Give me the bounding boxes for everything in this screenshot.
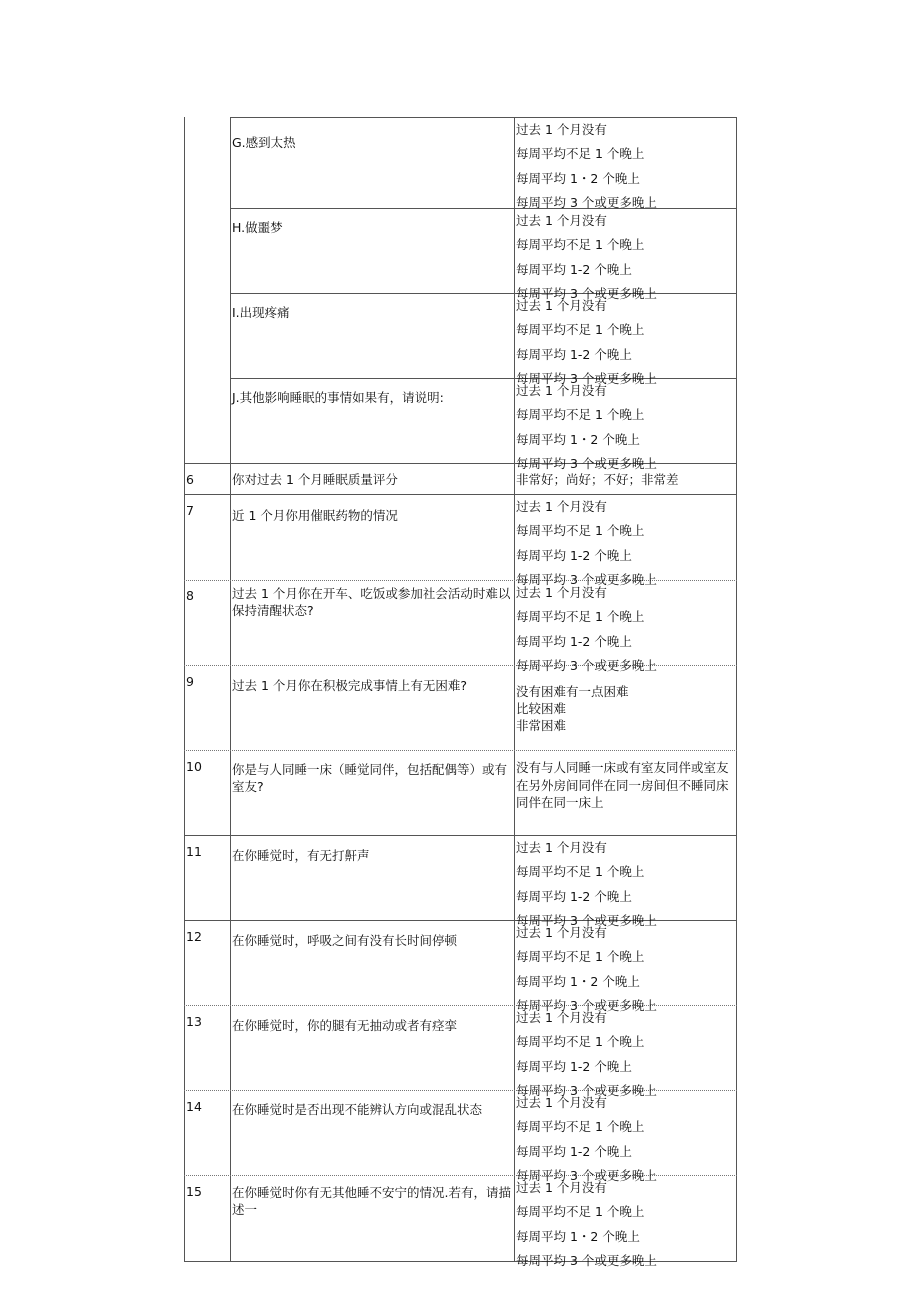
answer-option: 每周平均 3 个或更多晚上 [516,455,657,471]
question-number: 10 [186,759,202,774]
answer-option: 过去 1 个月没有 [516,1010,607,1025]
answer-option: 过去 1 个月没有 [516,925,607,940]
answer-option: 每周平均 3 个或更多晚上 [516,571,657,587]
answer-option: 每周平均 3 个或更多晚上 [516,997,657,1013]
answer-options [516,1006,734,1098]
answer-option: 过去 1 个月没有 [516,1180,607,1195]
answer-option: 每周平均不足 1 个晚上 [516,1204,645,1220]
answer-option: 比较困难 [516,701,567,716]
answer-option: 过去 1 个月没有 [516,585,607,600]
question-number: 15 [186,1184,202,1199]
answer-option: 每周平均 1・2 个晚上 [516,431,640,447]
answer-option: 过去 1 个月没有 [516,1095,607,1110]
answer-options [516,379,734,471]
answer-options [516,294,734,386]
answer-options [516,581,734,673]
question-text: 你对过去 1 个月睡眠质量评分 [232,472,398,487]
question-number: 6 [186,472,194,487]
answer-option: 每周平均不足 1 个晚上 [516,609,645,625]
answer-options [516,1091,734,1183]
question-number: 12 [186,929,202,944]
answer-options [516,495,734,587]
question-text: 过去 1 个月你在积极完成事情上有无困难? [232,678,468,693]
question-number: 9 [186,674,194,689]
sub-item-label: J.其他影响睡眠的事情如果有，请说明: [232,390,444,405]
answer-option: 每周平均 1-2 个晚上 [516,261,632,277]
question-number: 7 [186,503,194,518]
answer-option: 每周平均 1-2 个晚上 [516,1058,632,1074]
question-text: 在你睡觉时是否出现不能辨认方向或混乱状态 [232,1102,483,1117]
answer-option: 每周平均 1-2 个晚上 [516,633,632,649]
answer-option: 同伴在同一床上 [516,795,604,810]
answer-options [516,836,734,928]
answer-option: 每周平均 1・2 个晚上 [516,973,640,989]
answer-options [516,1176,734,1268]
answer-option: 没有与人同睡一床或有室友同伴或室友在另外房间同伴在同一房间但不睡同床 [516,760,729,793]
answer-option: 过去 1 个月没有 [516,840,607,855]
question-number: 13 [186,1014,202,1029]
answer-option: 每周平均 3 个或更多晚上 [516,912,657,928]
question-text: 近 1 个月你用催眠药物的情况 [232,508,398,523]
question-text: 在你睡觉时，你的腿有无抽动或者有痉挛 [232,1018,458,1033]
answer-options: 非常好；尚好；不好；非常差 [516,472,679,487]
answer-option: 每周平均 1-2 个晚上 [516,1143,632,1159]
answer-option: 每周平均不足 1 个晚上 [516,864,645,880]
answer-option: 每周平均不足 1 个晚上 [516,322,645,338]
answer-option: 每周平均不足 1 个晚上 [516,1119,645,1135]
answer-option: 过去 1 个月没有 [516,499,607,514]
answer-option: 每周平均 1-2 个晚上 [516,346,632,362]
answer-option: 过去 1 个月没有 [516,213,607,228]
answer-options [516,759,732,812]
question-text: 在你睡觉时，有无打鼾声 [232,848,370,863]
answer-option: 过去 1 个月没有 [516,298,607,313]
answer-option: 每周平均 3 个或更多晚上 [516,370,657,386]
answer-option: 每周平均 3 个或更多晚上 [516,1082,657,1098]
answer-option: 每周平均不足 1 个晚上 [516,146,645,162]
answer-option: 每周平均 3 个或更多晚上 [516,1167,657,1183]
answer-option: 每周平均 1-2 个晚上 [516,547,632,563]
answer-option: 过去 1 个月没有 [516,383,607,398]
answer-options [516,209,734,301]
answer-option: 每周平均 1・2 个晚上 [516,1228,640,1244]
answer-options [516,118,734,210]
answer-option: 每周平均 1-2 个晚上 [516,888,632,904]
answer-options [516,683,734,734]
sub-item-label: I.出现疼痛 [232,305,290,320]
answer-option: 每周平均 3 个或更多晚上 [516,194,657,210]
question-number: 8 [186,588,194,603]
answer-options [516,921,734,1013]
answer-option: 每周平均不足 1 个晚上 [516,1034,645,1050]
answer-option: 每周平均 3 个或更多晚上 [516,657,657,673]
answer-option: 非常困难 [516,718,567,733]
sub-item-label: H.做噩梦 [232,220,283,235]
answer-option: 每周平均不足 1 个晚上 [516,237,645,253]
answer-option: 每周平均 3 个或更多晚上 [516,1252,657,1268]
answer-option: 每周平均不足 1 个晚上 [516,407,645,423]
answer-option: 每周平均 1・2 个晚上 [516,170,640,186]
row-border [184,750,737,751]
questionnaire-table [184,117,737,1268]
question-number: 11 [186,844,202,859]
question-text: 过去 1 个月你在开车、吃饭或参加社会活动时难以保持清醒状态? [232,586,511,618]
sub-item-label: G.感到太热 [232,135,296,150]
question-text: 在你睡觉时你有无其他睡不安宁的情况.若有，请描述一 [232,1185,511,1217]
question-text: 你是与人同睡一床（睡觉同伴，包括配偶等）或有室友? [232,762,508,794]
answer-option: 每周平均不足 1 个晚上 [516,949,645,965]
question-text: 在你睡觉时，呼吸之间有没有长时间停顿 [232,933,458,948]
answer-option: 每周平均 3 个或更多晚上 [516,285,657,301]
question-number: 14 [186,1099,202,1114]
answer-option: 没有困难有一点困难 [516,684,629,699]
answer-option: 每周平均不足 1 个晚上 [516,523,645,539]
answer-option: 过去 1 个月没有 [516,122,607,137]
